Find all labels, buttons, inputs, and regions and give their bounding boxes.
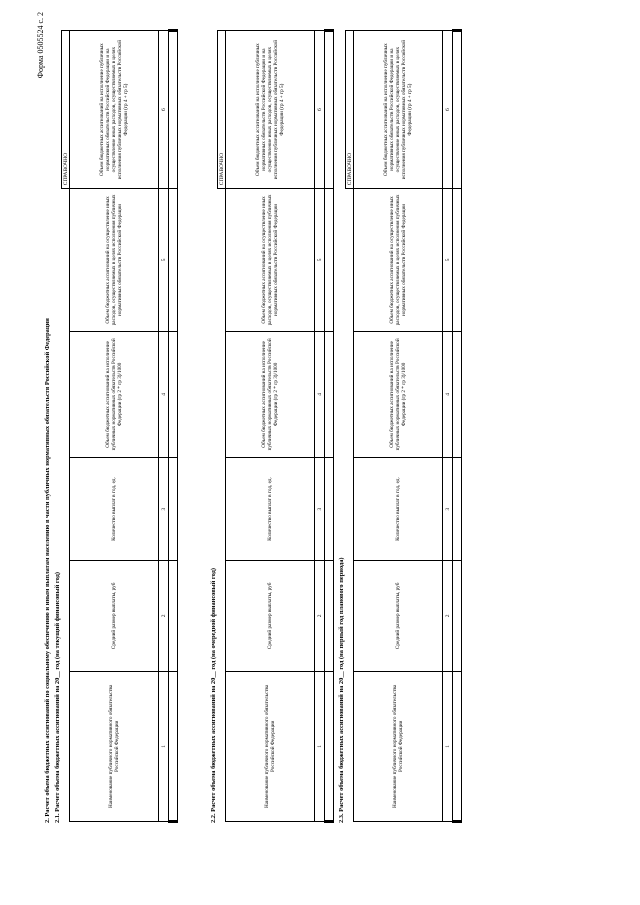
data-cell[interactable] xyxy=(325,31,334,189)
data-cell[interactable] xyxy=(325,189,334,331)
reference-label: СПРАВОЧНО xyxy=(346,31,354,189)
col-header-avg-payment: Средний размер выплаты, руб xyxy=(226,560,315,671)
data-cell[interactable] xyxy=(169,671,178,821)
table-2-2 xyxy=(217,29,334,823)
col-header-name: Наименование публичного нормативного обязательства Российской Федерации xyxy=(70,671,159,821)
col-num-2: 2 xyxy=(315,560,325,671)
data-cell[interactable] xyxy=(453,331,462,458)
data-cell[interactable] xyxy=(325,671,334,821)
col-header-count: Количество выплат в год, ед. xyxy=(226,458,315,561)
col-header-other-expenses-calc: Объем бюджетных ассигнований на исполнение публичных нормативных обязательств Российской Федерации и на осуществление иных расходов, осуществляемых в целях исполнения публичных нормативных обязательств Российской Федерации (гр 4 + гр 5) xyxy=(354,31,443,189)
col-header-obligations: Объем бюджетных ассигнований на исполнение публичных нормативных обязательств Российской Федерации (гр 2 * гр 3)/1000 xyxy=(354,331,443,458)
col-num-6: 6 xyxy=(315,31,325,189)
col-header-name: Наименование публичного нормативного обязательства Российской Федерации xyxy=(226,671,315,821)
col-header-other-expenses-calc: Объем бюджетных ассигнований на исполнение публичных нормативных обязательств Российской Федерации и на осуществление иных расходов, осуществляемых в целях исполнения публичных нормативных обязательств Российской Федерации (гр 4 + гр 5) xyxy=(226,31,315,189)
col-num-6: 6 xyxy=(443,31,453,189)
data-cell[interactable] xyxy=(325,458,334,561)
col-num-4: 4 xyxy=(159,331,169,458)
col-num-5: 5 xyxy=(159,189,169,331)
data-cell[interactable] xyxy=(169,189,178,331)
col-num-3: 3 xyxy=(315,458,325,561)
form-number: Форма 0505524 с. 2 xyxy=(36,12,45,79)
col-num-1: 1 xyxy=(443,671,453,821)
data-cell[interactable] xyxy=(453,31,462,189)
col-num-6: 6 xyxy=(159,31,169,189)
data-cell[interactable] xyxy=(453,189,462,331)
col-num-1: 1 xyxy=(159,671,169,821)
col-header-other-expenses: Объем бюджетных ассигнований на осуществление иных расходов, осуществляемых в целях исполнения публичных нормативных обязательств Российской Федерации xyxy=(354,189,443,331)
table-2-1 xyxy=(61,29,178,823)
col-num-5: 5 xyxy=(315,189,325,331)
col-num-1: 1 xyxy=(315,671,325,821)
section-2-1 xyxy=(54,29,178,823)
col-header-other-expenses: Объем бюджетных ассигнований на осуществление иных расходов, осуществляемых в целях исполнения публичных нормативных обязательств Российской Федерации xyxy=(70,189,159,331)
reference-label: СПРАВОЧНО xyxy=(218,31,226,189)
data-cell[interactable] xyxy=(169,458,178,561)
col-header-name: Наименование публичного нормативного обязательства Российской Федерации xyxy=(354,671,443,821)
col-header-obligations: Объем бюджетных ассигнований на исполнение публичных нормативных обязательств Российской Федерации (гр 2 * гр 3)/1000 xyxy=(226,331,315,458)
col-header-count: Количество выплат в год, ед. xyxy=(70,458,159,561)
section-2-2 xyxy=(210,29,334,823)
col-num-4: 4 xyxy=(443,331,453,458)
col-header-other-expenses: Объем бюджетных ассигнований на осуществление иных расходов, осуществляемых в целях исполнения публичных нормативных обязательств Российской Федерации xyxy=(226,189,315,331)
col-header-count: Количество выплат в год, ед. xyxy=(354,458,443,561)
col-num-2: 2 xyxy=(443,560,453,671)
col-header-avg-payment: Средний размер выплаты, руб xyxy=(354,560,443,671)
reference-label: СПРАВОЧНО xyxy=(62,31,70,189)
data-cell[interactable] xyxy=(169,331,178,458)
data-cell[interactable] xyxy=(325,560,334,671)
col-num-3: 3 xyxy=(159,458,169,561)
data-cell[interactable] xyxy=(325,331,334,458)
section-2-3 xyxy=(338,29,462,823)
section-2-3-title: 2.3. Расчет объема бюджетных ассигнований на 20__ год (на первый год планового периода) xyxy=(338,557,345,823)
data-cell[interactable] xyxy=(169,560,178,671)
col-num-3: 3 xyxy=(443,458,453,561)
col-num-2: 2 xyxy=(159,560,169,671)
data-cell[interactable] xyxy=(453,671,462,821)
table-2-3 xyxy=(345,29,462,823)
data-cell[interactable] xyxy=(453,458,462,561)
data-cell[interactable] xyxy=(453,560,462,671)
col-num-4: 4 xyxy=(315,331,325,458)
col-num-5: 5 xyxy=(443,189,453,331)
col-header-avg-payment: Средний размер выплаты, руб xyxy=(70,560,159,671)
col-header-other-expenses-calc: Объем бюджетных ассигнований на исполнение публичных нормативных обязательств Российской Федерации и на осуществление иных расходов, осуществляемых в целях исполнения публичных нормативных обязательств Российской Федерации (гр 4 + гр 5) xyxy=(70,31,159,189)
section-heading: 2. Расчет объема бюджетных ассигнований по социальному обеспечению и иным выплатам населению в части публичных нормативных обязательств Российской Федерации xyxy=(44,318,51,823)
section-2-1-title: 2.1. Расчет объема бюджетных ассигнований на 20__ год (на текущий финансовый год) xyxy=(54,572,61,823)
data-cell[interactable] xyxy=(169,31,178,189)
col-header-obligations: Объем бюджетных ассигнований на исполнение публичных нормативных обязательств Российской Федерации (гр 2 * гр 3)/1000 xyxy=(70,331,159,458)
section-2-2-title: 2.2. Расчет объема бюджетных ассигнований на 20__ год (на очередной финансовый год) xyxy=(210,567,217,823)
